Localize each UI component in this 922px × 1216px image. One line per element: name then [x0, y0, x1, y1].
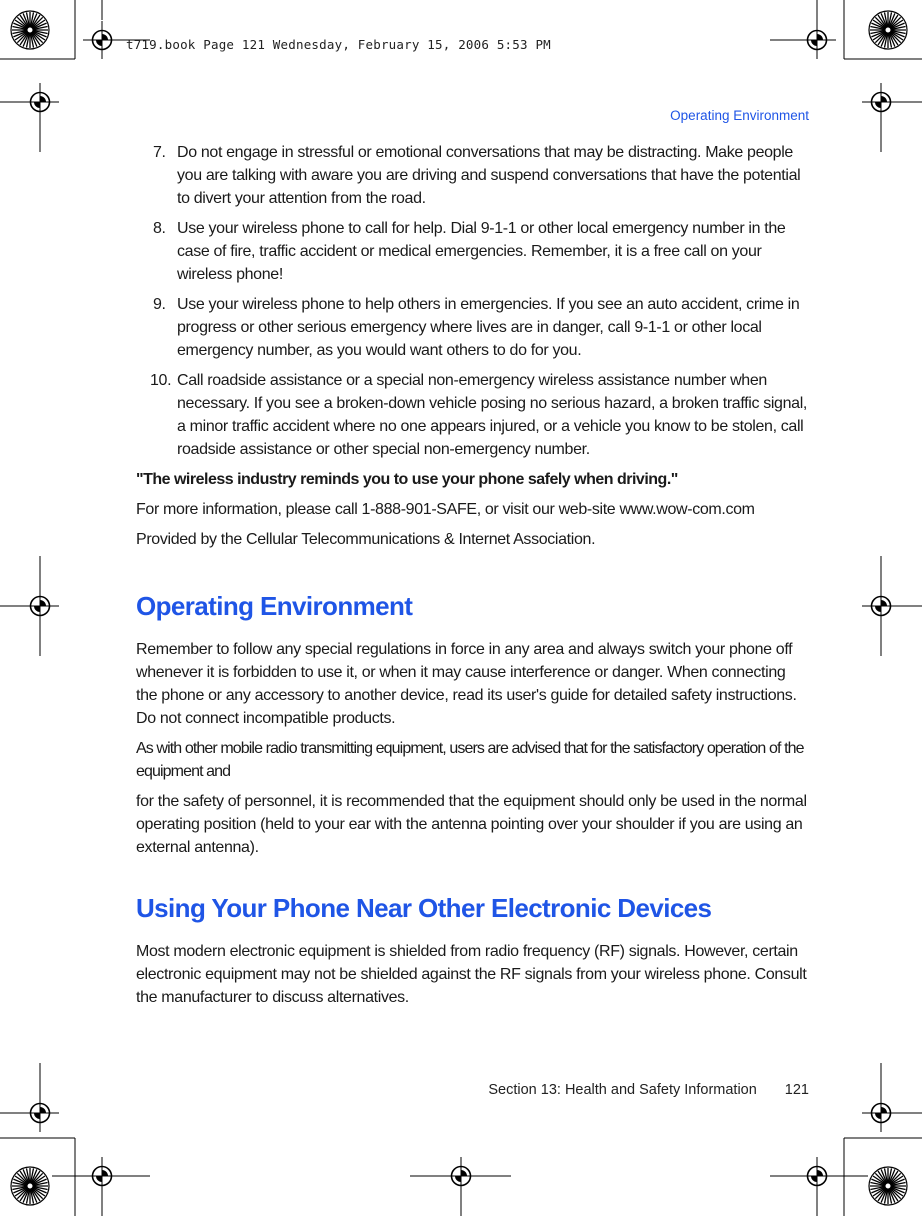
- provided-by-text: Provided by the Cellular Telecommunications & Internet Association.: [136, 531, 596, 548]
- footer-section-title: Section 13: Health and Safety Information: [488, 1082, 757, 1098]
- list-item-number: 7.: [153, 144, 166, 161]
- list-item: [136, 217, 810, 286]
- safety-quote: "The wireless industry reminds you to use your phone safely when driving.": [136, 471, 678, 488]
- operating-environment-heading: Operating Environment: [136, 591, 413, 621]
- safety-tips-list: [136, 141, 810, 461]
- page-number: 121: [784, 1082, 809, 1098]
- list-item-number: 10.: [150, 372, 172, 389]
- operating-environment-paragraph: As with other mobile radio transmitting equipment, users are advised that for the satisfactory operation of the equipment and: [136, 740, 804, 780]
- electronic-devices-heading: Using Your Phone Near Other Electronic Devices: [136, 893, 712, 923]
- running-head: Operating Environment: [670, 108, 809, 123]
- list-item: [136, 369, 810, 461]
- list-item-number: 8.: [153, 220, 166, 237]
- list-item: [136, 293, 810, 362]
- operating-environment-paragraph: for the safety of personnel, it is recommended that the equipment should only be used in the normal operating position (held to your ear with the antenna pointing over your shoulder if you are using an external antenna).: [136, 793, 807, 856]
- list-item: [136, 141, 810, 210]
- list-item-number: 9.: [153, 296, 166, 313]
- page-content: [136, 141, 810, 1016]
- print-slug: t719.book Page 121 Wednesday, February 15, 2006 5:53 PM: [126, 37, 551, 52]
- page-footer: [488, 1082, 809, 1098]
- electronic-devices-paragraph: Most modern electronic equipment is shielded from radio frequency (RF) signals. However, certain electronic equipment may not be shielded against the RF signals from your wireless phone. Consult the manufacturer to discuss alternatives.: [136, 943, 807, 1006]
- list-item-text: Use your wireless phone to call for help. Dial 9-1-1 or other local emergency number in the case of fire, traffic accident or medical emergencies. Remember, it is a free call on your wireless phone!: [177, 220, 786, 283]
- list-item-text: Use your wireless phone to help others in emergencies. If you see an auto accident, crime in progress or other serious emergency where lives are in danger, call 9-1-1 or other local emergency number, as you would want others to do for you.: [177, 296, 800, 359]
- list-item-text: Call roadside assistance or a special non-emergency wireless assistance number when necessary. If you see a broken-down vehicle posing no serious hazard, a broken traffic signal, a minor traffic accident where no one appears injured, or a vehicle you know to be stolen, call roadside assistance or other special non-emergency number.: [177, 372, 807, 458]
- operating-environment-paragraph: Remember to follow any special regulations in force in any area and always switch your phone off whenever it is forbidden to use it, or when it may cause interference or danger. When connecting the phone or any accessory to another device, read its user's guide for detailed safety instructions. Do not connect incompatible products.: [136, 641, 797, 727]
- more-info-text: For more information, please call 1-888-901-SAFE, or visit our web-site www.wow-com.com: [136, 501, 755, 518]
- list-item-text: Do not engage in stressful or emotional conversations that may be distracting. Make people you are talking with aware you are driving and suspend conversations that have the potential to divert your attention from the road.: [177, 144, 801, 207]
